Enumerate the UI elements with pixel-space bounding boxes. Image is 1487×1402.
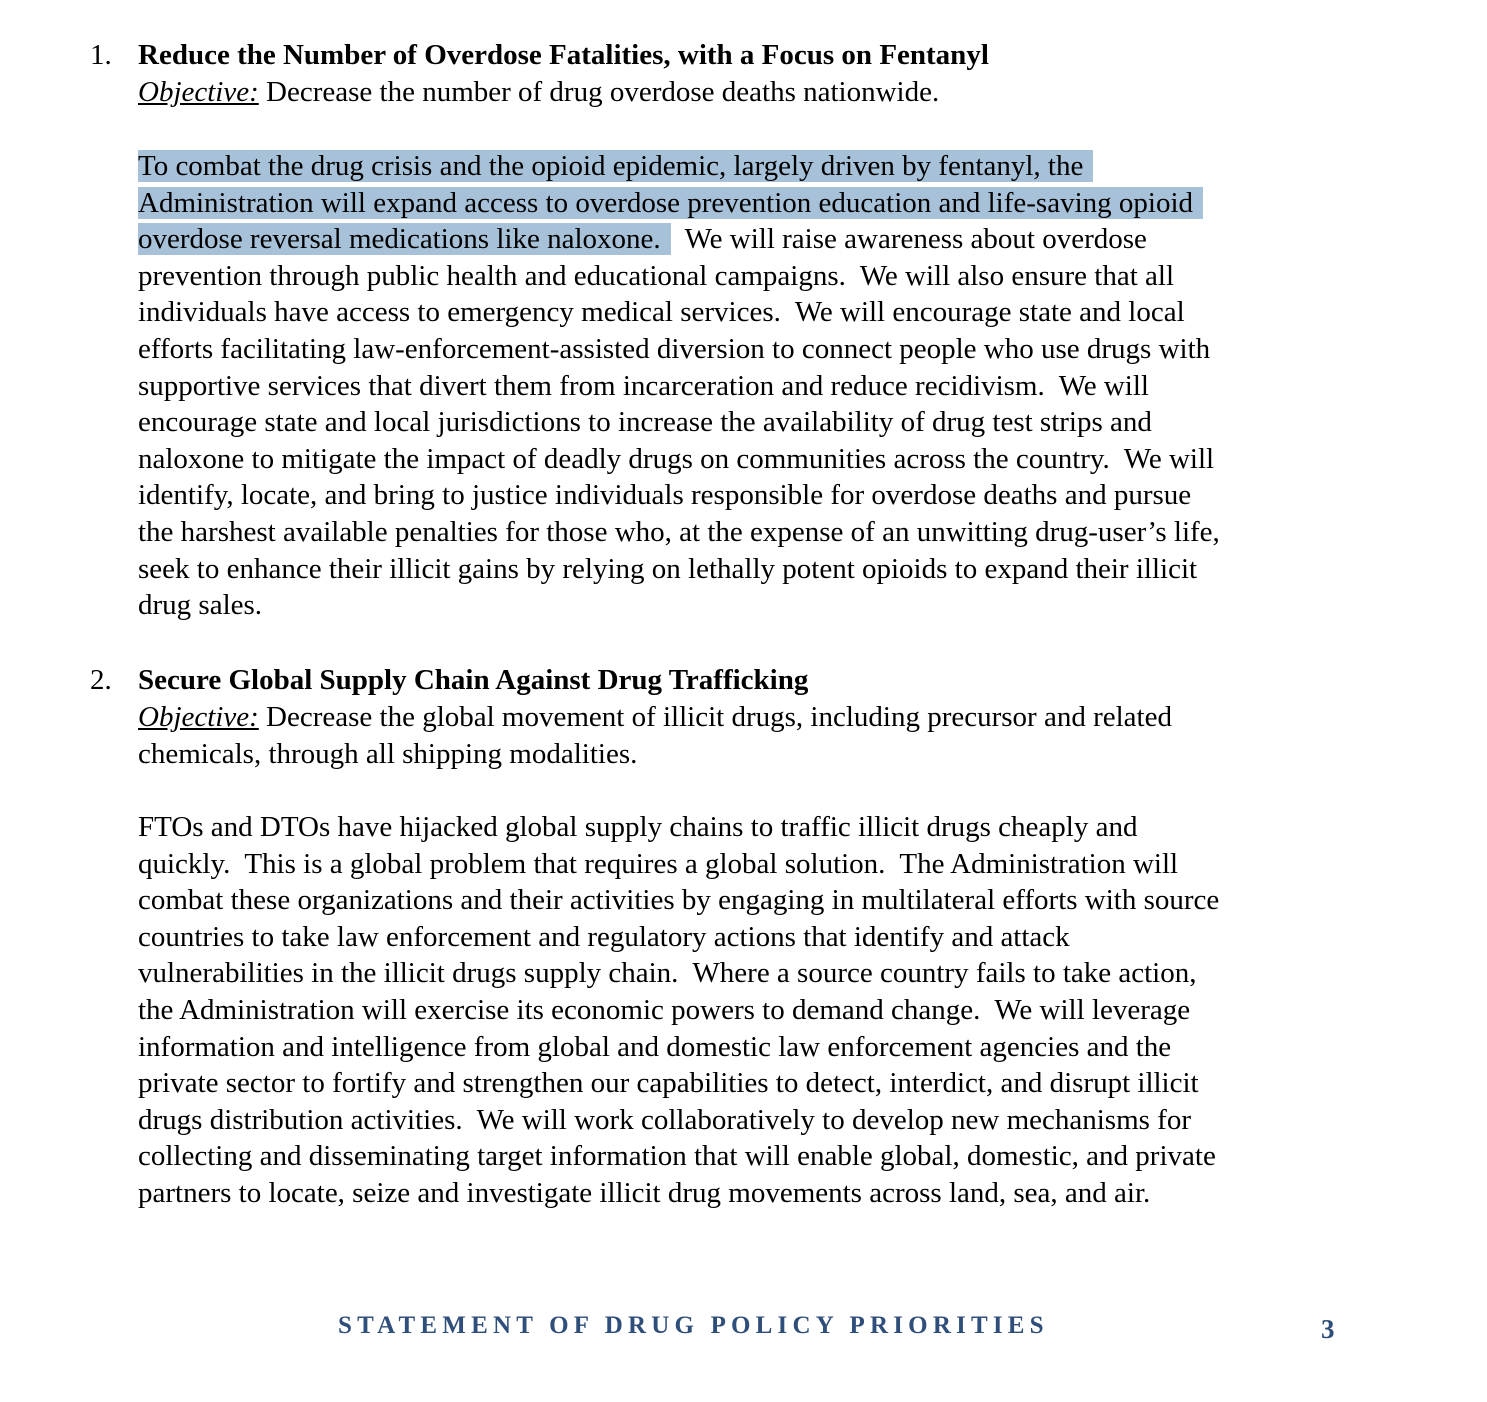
text-line <box>138 477 1358 514</box>
list-number: 1. <box>90 39 112 71</box>
line-text: collecting and disseminating target information that will enable global, domestic, and private <box>138 1140 1216 1173</box>
text-line <box>138 992 1358 1029</box>
text-line <box>138 368 1358 405</box>
highlighted-selection[interactable]: Administration will expand access to overdose prevention education and life-saving opioid <box>138 187 1203 219</box>
text-line <box>138 404 1358 441</box>
objective-label: Objective: <box>138 701 259 733</box>
text-line <box>138 514 1358 551</box>
list-number: 2. <box>90 664 112 696</box>
line-text: supportive services that divert them from incarceration and reduce recidivism. We will <box>138 369 1149 402</box>
text-line <box>138 1175 1358 1212</box>
highlighted-selection[interactable]: To combat the drug crisis and the opioid epidemic, largely driven by fentanyl, the <box>138 150 1093 182</box>
line-text: We will raise awareness about overdose <box>670 223 1147 256</box>
objective <box>138 699 1358 772</box>
objective-label: Objective: <box>138 76 259 108</box>
line-text: information and intelligence from global and domestic law enforcement agencies and the <box>138 1030 1172 1063</box>
line-text: drugs distribution activities. We will work collaboratively to develop new mechanisms for <box>138 1103 1191 1136</box>
text-line <box>138 846 1358 883</box>
line-text: the harshest available penalties for those who, at the expense of an unwitting drug-user’s life, <box>138 515 1220 548</box>
line-text: efforts facilitating law-enforcement-assisted diversion to connect people who use drugs with <box>138 332 1211 365</box>
section-body[interactable] <box>138 148 1358 624</box>
line-text: drug sales. <box>138 589 263 622</box>
text-line <box>138 919 1358 956</box>
text-line <box>138 1065 1358 1102</box>
text-line <box>138 809 1358 846</box>
footer-title: STATEMENT OF DRUG POLICY PRIORITIES <box>338 1312 1049 1339</box>
objective-text-continued: chemicals, through all shipping modalities. <box>138 737 638 770</box>
text-line <box>138 587 1358 624</box>
text-line <box>138 1138 1358 1175</box>
line-text: partners to locate, seize and investigate illicit drug movements across land, sea, and air. <box>138 1176 1151 1209</box>
line-text: combat these organizations and their activities by engaging in multilateral efforts with source <box>138 884 1220 917</box>
line-text: encourage state and local jurisdictions to increase the availability of drug test strips and <box>138 406 1152 439</box>
objective <box>138 74 1358 111</box>
line-text: naloxone to mitigate the impact of deadly drugs on communities across the country. We will <box>138 442 1215 475</box>
highlighted-selection[interactable]: overdose reversal medications like naloxone. <box>138 223 671 255</box>
section-title: Secure Global Supply Chain Against Drug Trafficking <box>138 664 809 696</box>
section-title: Reduce the Number of Overdose Fatalities, with a Focus on Fentanyl <box>138 39 989 71</box>
line-text: individuals have access to emergency medical services. We will encourage state and local <box>138 296 1185 329</box>
text-line <box>138 294 1358 331</box>
text-line <box>138 441 1358 478</box>
text-line <box>138 185 1358 222</box>
text-line <box>138 1029 1358 1066</box>
text-line <box>138 882 1358 919</box>
text-line <box>138 955 1358 992</box>
text-line <box>138 1102 1358 1139</box>
line-text: quickly. This is a global problem that requires a global solution. The Administration will <box>138 847 1179 880</box>
objective-text: Decrease the global movement of illicit drugs, including precursor and related <box>258 701 1172 733</box>
objective-text: Decrease the number of drug overdose deaths nationwide. <box>258 76 940 108</box>
text-line <box>138 551 1358 588</box>
text-line <box>138 331 1358 368</box>
section-body[interactable] <box>138 809 1358 1212</box>
page-number: 3 <box>1321 1314 1335 1344</box>
text-line <box>138 258 1358 295</box>
line-text: countries to take law enforcement and regulatory actions that identify and attack <box>138 920 1070 953</box>
line-text: prevention through public health and educational campaigns. We will also ensure that all <box>138 259 1174 292</box>
line-text: the Administration will exercise its economic powers to demand change. We will leverage <box>138 993 1191 1026</box>
line-text: private sector to fortify and strengthen our capabilities to detect, interdict, and disrupt illicit <box>138 1067 1199 1100</box>
line-text: seek to enhance their illicit gains by relying on lethally potent opioids to expand their illicit <box>138 552 1198 585</box>
text-line <box>138 148 1358 185</box>
line-text: FTOs and DTOs have hijacked global supply chains to traffic illicit drugs cheaply and <box>138 811 1138 843</box>
line-text: vulnerabilities in the illicit drugs supply chain. Where a source country fails to take action, <box>138 957 1197 990</box>
text-line <box>138 221 1358 258</box>
line-text: identify, locate, and bring to justice individuals responsible for overdose deaths and pursue <box>138 479 1192 512</box>
